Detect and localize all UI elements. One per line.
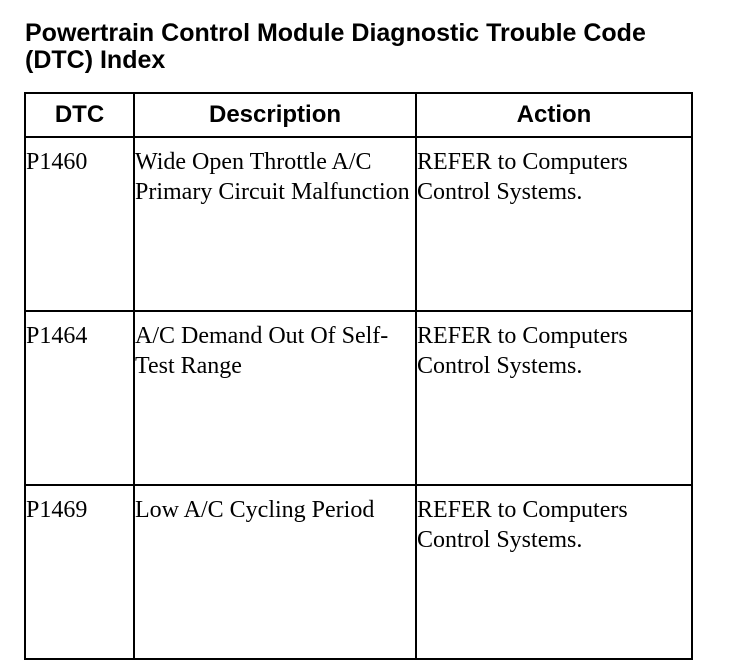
description-cell: Low A/C Cycling Period bbox=[134, 485, 416, 659]
table-row bbox=[25, 137, 692, 311]
table-row bbox=[25, 311, 692, 485]
table-header-row bbox=[25, 93, 692, 137]
action-cell: REFER to Computers Control Systems. bbox=[416, 137, 692, 311]
column-header-action: Action bbox=[416, 93, 692, 137]
dtc-index-table bbox=[24, 92, 693, 660]
table-row bbox=[25, 485, 692, 659]
column-header-dtc: DTC bbox=[25, 93, 134, 137]
page-title: Powertrain Control Module Diagnostic Trouble Code (DTC) Index bbox=[25, 19, 646, 74]
dtc-code-cell: P1469 bbox=[25, 485, 134, 659]
description-cell: Wide Open Throttle A/C Primary Circuit Malfunction bbox=[134, 137, 416, 311]
column-header-description: Description bbox=[134, 93, 416, 137]
action-cell: REFER to Computers Control Systems. bbox=[416, 311, 692, 485]
dtc-code-cell: P1460 bbox=[25, 137, 134, 311]
action-cell: REFER to Computers Control Systems. bbox=[416, 485, 692, 659]
description-cell: A/C Demand Out Of Self-Test Range bbox=[134, 311, 416, 485]
dtc-code-cell: P1464 bbox=[25, 311, 134, 485]
